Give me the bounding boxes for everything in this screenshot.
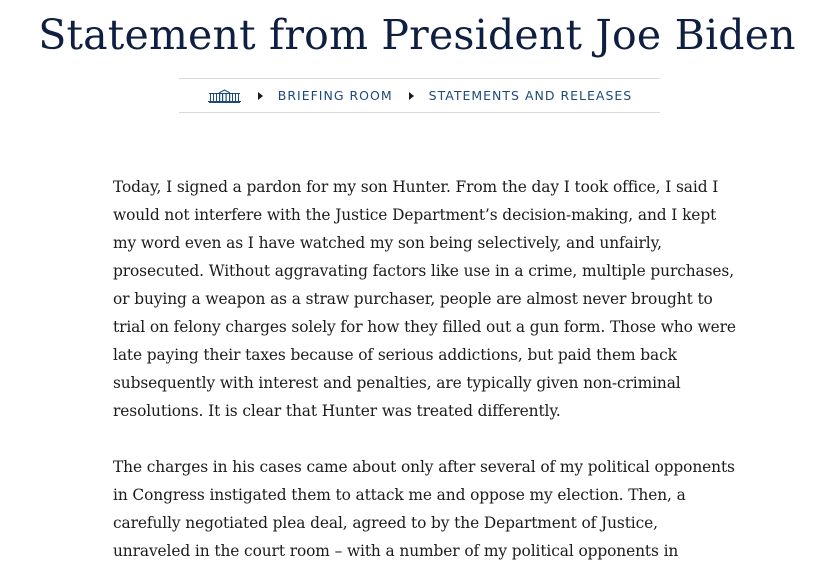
breadcrumb (179, 78, 660, 113)
page-title: Statement from President Joe Biden (38, 11, 796, 59)
article-body (113, 173, 738, 570)
article-paragraph: The charges in his cases came about only after several of my political opponents in Congress instigated them to attack me and oppose my election. Then, a carefully negotiated plea deal, agreed to by the Department of Justice, unraveled in the court room – with a number of my political opponents in (113, 458, 735, 560)
article-paragraph: Today, I signed a pardon for my son Hunter. From the day I took office, I said I would not interfere with the Justice Department’s decision-making, and I kept my word even as I have watched my son being selectively, and unfairly, prosecuted. Without aggravating factors like use in a crime, multiple purchases, or buying a weapon as a straw purchaser, people are almost never brought to trial on felony charges solely for how they filled out a gun form. Those who were late paying their taxes because of serious addictions, but paid them back subsequently with interest and penalties, are typically given non-criminal resolutions. It is clear that Hunter was treated differently. (113, 178, 736, 420)
white-house-icon (207, 89, 242, 103)
caret-right-icon (409, 92, 414, 100)
breadcrumb-statements-and-releases[interactable]: STATEMENTS AND RELEASES (428, 88, 633, 103)
caret-right-icon (258, 92, 263, 100)
breadcrumb-home-link[interactable] (207, 89, 242, 103)
breadcrumb-briefing-room[interactable]: BRIEFING ROOM (277, 88, 393, 103)
